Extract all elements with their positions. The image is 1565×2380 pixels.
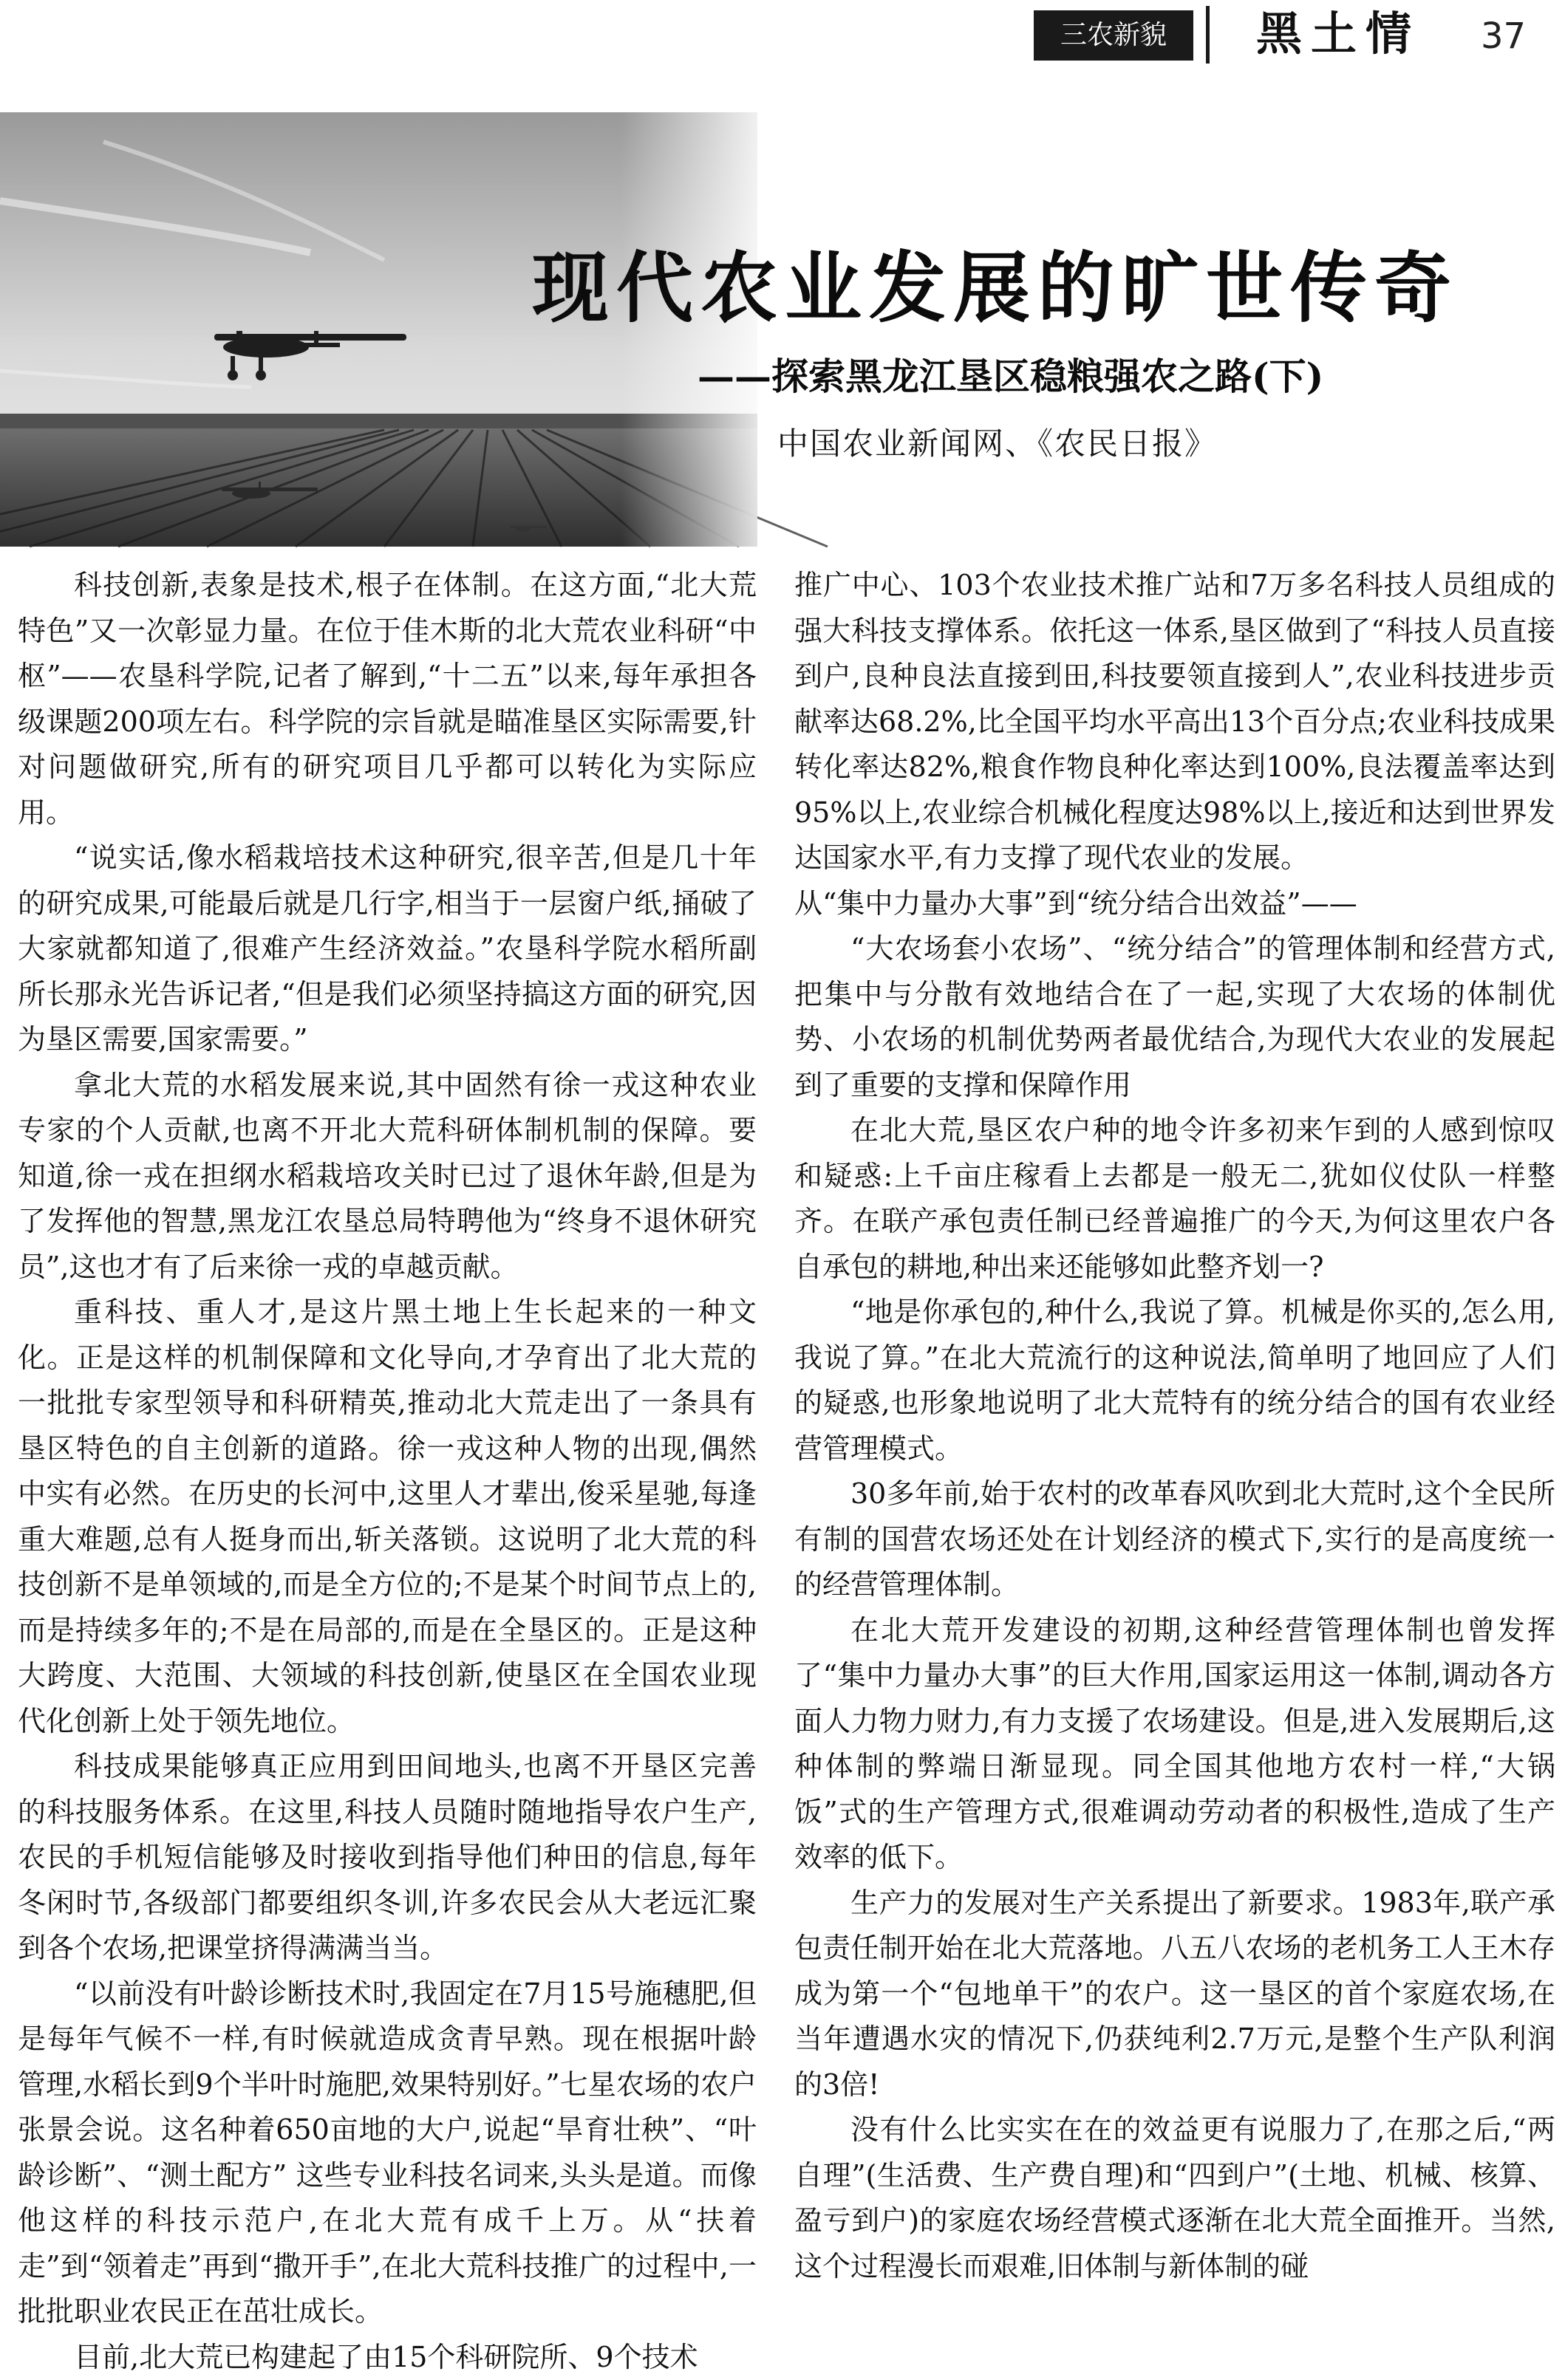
paragraph: “以前没有叶龄诊断技术时,我固定在7月15号施穗肥,但是每年气候不一样,有时候就造成贪青早熟。现在根据叶龄管理,水稻长到9个半叶时施肥,效果特别好。”七星农场的农户张景会说。这名种着650亩地的大户,说起“旱育壮秧”、“叶龄诊断”、“测土配方” 这些专业科技名词来,头头是道。而像他这样的科技示范户,在北大荒有成千上万。从“扶着走”到“领着走”再到“撒开手”,在北大荒科技推广的过程中,一批批职业农民正在茁壮成长。 (18, 1972, 757, 2335)
paragraph: 在北大荒,垦区农户种的地令许多初来乍到的人感到惊叹和疑惑:上千亩庄稼看上去都是一般无二,犹如仪仗队一样整齐。在联产承包责任制已经普遍推广的今天,为何这里农户各自承包的耕地,种出来还能够如此整齐划一? (794, 1108, 1555, 1290)
paragraph: 生产力的发展对生产关系提出了新要求。1983年,联产承包责任制开始在北大荒落地。八五八农场的老机务工人王木存成为第一个“包地单干”的农户。这一垦区的首个家庭农场,在当年遭遇水灾的情况下,仍获纯利2.7万元,是整个生产队利润的3倍! (794, 1881, 1555, 2108)
header-divider (1206, 6, 1210, 64)
section-tag: 三农新貌 (1034, 10, 1193, 61)
paragraph: “说实话,像水稻栽培技术这种研究,很辛苦,但是几十年的研究成果,可能最后就是几行字,相当于一层窗户纸,捅破了大家就都知道了,很难产生经济效益。”农垦科学院水稻所副所长那永光告诉记者,“但是我们必须坚持搞这方面的研究,因为垦区需要,国家需要。” (18, 835, 757, 1063)
paragraph: 目前,北大荒已构建起了由15个科研院所、9个技术 (18, 2335, 757, 2380)
paragraph: “大农场套小农场”、“统分结合”的管理体制和经营方式,把集中与分散有效地结合在了一起,实现了大农场的体制优势、小农场的机制优势两者最优结合,为现代大农业的发展起到了重要的支撑和保障作用 (794, 926, 1555, 1108)
magazine-brand: 黑土情 (1256, 4, 1420, 64)
paragraph: 30多年前,始于农村的改革春风吹到北大荒时,这个全民所有制的国营农场还处在计划经济的模式下,实行的是高度统一的经营管理体制。 (794, 1471, 1555, 1608)
paragraph: “地是你承包的,种什么,我说了算。机械是你买的,怎么用,我说了算。”在北大荒流行的这种说法,简单明了地回应了人们的疑惑,也形象地说明了北大荒特有的统分结合的国有农业经营管理模式。 (794, 1290, 1555, 1471)
article-subtitle: ——探索黑龙江垦区稳粮强农之路(下) (698, 347, 1323, 406)
section-heading: 从“集中力量办大事”到“统分结合出效益”—— (794, 881, 1555, 927)
paragraph: 科技创新,表象是技术,根子在体制。在这方面,“北大荒特色”又一次彰显力量。在位于佳木斯的北大荒农业科研“中枢”——农垦科学院,记者了解到,“十二五”以来,每年承担各级课题200项左右。科学院的宗旨就是瞄准垦区实际需要,针对问题做研究,所有的研究项目几乎都可以转化为实际应用。 (18, 563, 757, 835)
paragraph: 没有什么比实实在在的效益更有说服力了,在那之后,“两自理”(生活费、生产费自理)和“四到户”(土地、机械、核算、盈亏到户)的家庭农场经营模式逐渐在北大荒全面推开。当然,这个过程漫长而艰难,旧体制与新体制的碰 (794, 2107, 1555, 2289)
article-title: 现代农业发展的旷世传奇 (532, 236, 1459, 340)
paragraph: 重科技、重人才,是这片黑土地上生长起来的一种文化。正是这样的机制保障和文化导向,才孕育出了北大荒的一批批专家型领导和科研精英,推动北大荒走出了一条具有垦区特色的自主创新的道路。徐一戎这种人物的出现,偶然中实有必然。在历史的长河中,这里人才辈出,俊采星驰,每逢重大难题,总有人挺身而出,斩关落锁。这说明了北大荒的科技创新不是单领域的,而是全方位的;不是某个时间节点上的,而是持续多年的;不是在局部的,而是在全垦区的。正是这种大跨度、大范围、大领域的科技创新,使垦区在全国农业现代化创新上处于领先地位。 (18, 1290, 757, 1744)
paragraph: 在北大荒开发建设的初期,这种经营管理体制也曾发挥了“集中力量办大事”的巨大作用,国家运用这一体制,调动各方面人力物力财力,有力支援了农场建设。但是,进入发展期后,这种体制的弊端日渐显现。同全国其他地方农村一样,“大锅饭”式的生产管理方式,很难调动劳动者的积极性,造成了生产效率的低下。 (794, 1608, 1555, 1881)
paragraph: 科技成果能够真正应用到田间地头,也离不开垦区完善的科技服务体系。在这里,科技人员随时随地指导农户生产,农民的手机短信能够及时接收到指导他们种田的信息,每年冬闲时节,各级部门都要组织冬训,许多农民会从大老远汇聚到各个农场,把课堂挤得满满当当。 (18, 1744, 757, 1972)
paragraph: 推广中心、103个农业技术推广站和7万多名科技人员组成的强大科技支撑体系。依托这一体系,垦区做到了“科技人员直接到户,良种良法直接到田,科技要领直接到人”,农业科技进步贡献率达68.2%,比全国平均水平高出13个百分点;农业科技成果转化率达82%,粮食作物良种化率达到100%,良法覆盖率达到95%以上,农业综合机械化程度达98%以上,接近和达到世界发达国家水平,有力支撑了现代农业的发展。 (794, 563, 1555, 881)
article-byline: 中国农业新闻网、《农民日报》 (777, 418, 1217, 470)
page-number: 37 (1481, 10, 1526, 62)
left-column (18, 563, 757, 2250)
paragraph: 拿北大荒的水稻发展来说,其中固然有徐一戎这种农业专家的个人贡献,也离不开北大荒科研体制机制的保障。要知道,徐一戎在担纲水稻栽培攻关时已过了退休年龄,但是为了发挥他的智慧,黑龙江农垦总局特聘他为“终身不退休研究员”,这也才有了后来徐一戎的卓越贡献。 (18, 1063, 757, 1290)
right-column (794, 563, 1555, 2250)
